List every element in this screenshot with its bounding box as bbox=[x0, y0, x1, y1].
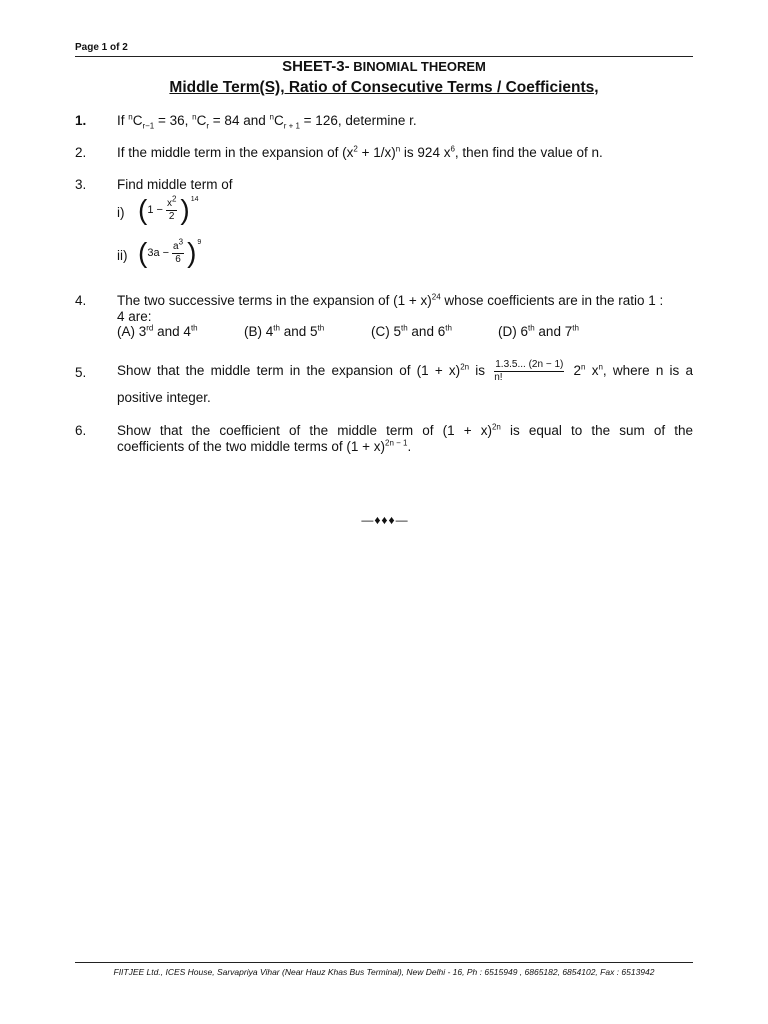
question-number-5: 5. bbox=[75, 365, 87, 380]
question-number-1: 1. bbox=[75, 113, 87, 128]
question-3-part-i-expression: ( 1 − $\frac{x^2}{2}$ ) 14 bbox=[138, 194, 199, 225]
page-label: Page 1 of 2 bbox=[75, 42, 128, 53]
question-3-part-i-label: i) bbox=[117, 205, 125, 220]
question-5-fraction: $\frac{1.3.5... (2n - 1)}{n!}$ bbox=[494, 358, 564, 383]
question-number-2: 2. bbox=[75, 145, 87, 160]
question-number-4: 4. bbox=[75, 293, 87, 308]
question-1: If $^nC_{r-1} = 36$, $^nC_r = 84$ and $^nC_{r + 1} = 126$, determine r. bbox=[117, 112, 417, 131]
question-4: The two successive terms in the expansion of $(1 + x)^{24}$ whose coefficients are in the ratio 1 : 4 are: bbox=[117, 292, 664, 324]
option-a: (A) 3rd and 4th bbox=[117, 323, 198, 339]
sheet-subtitle: Middle Term(S), Ratio of Consecutive Terms / Coefficients, bbox=[169, 79, 599, 96]
question-6: Show that the coefficient of the middle term of $(1 + x)^{2n}$ is equal to the sum of the coefficients of the two middle terms of $(1 + x)^{2n - 1}$. bbox=[117, 422, 693, 454]
option-c: (C) 5th and 6th bbox=[371, 323, 452, 339]
footer-address: FIITJEE Ltd., ICES House, Sarvapriya Vihar (Near Hauz Khas Bus Terminal), New Delhi - 16, Ph : 6515949 , 6865182, 6854102, Fax : 6513942 bbox=[113, 967, 655, 977]
question-3-part-ii-label: ii) bbox=[117, 248, 128, 263]
question-5: Show that the middle term in the expansion of $(1 + x)^{2n}$ is $\frac{1.3.5... (2n - 1)}{n!}$ 2$^n$ $x^n$, where n is a positive integer. bbox=[117, 358, 693, 405]
option-d: (D) 6th and 7th bbox=[498, 323, 579, 339]
sheet-title: SHEET-3- BINOMIAL THEOREM bbox=[282, 58, 486, 75]
end-ornament: —♦♦♦— bbox=[361, 513, 409, 527]
header-rule bbox=[75, 56, 693, 57]
question-number-6: 6. bbox=[75, 423, 87, 438]
option-b: (B) 4th and 5th bbox=[244, 323, 325, 339]
footer-rule bbox=[75, 962, 693, 963]
question-number-3: 3. bbox=[75, 177, 87, 192]
question-3-part-ii-expression: ( 3a − $\frac{a^3}{6}$ ) 9 bbox=[138, 237, 202, 268]
question-2: If the middle term in the expansion of $(x^2 + 1/x)^n$ is 924 $x^6$, then find the value of n. bbox=[117, 144, 603, 160]
question-3: Find middle term of bbox=[117, 177, 233, 192]
